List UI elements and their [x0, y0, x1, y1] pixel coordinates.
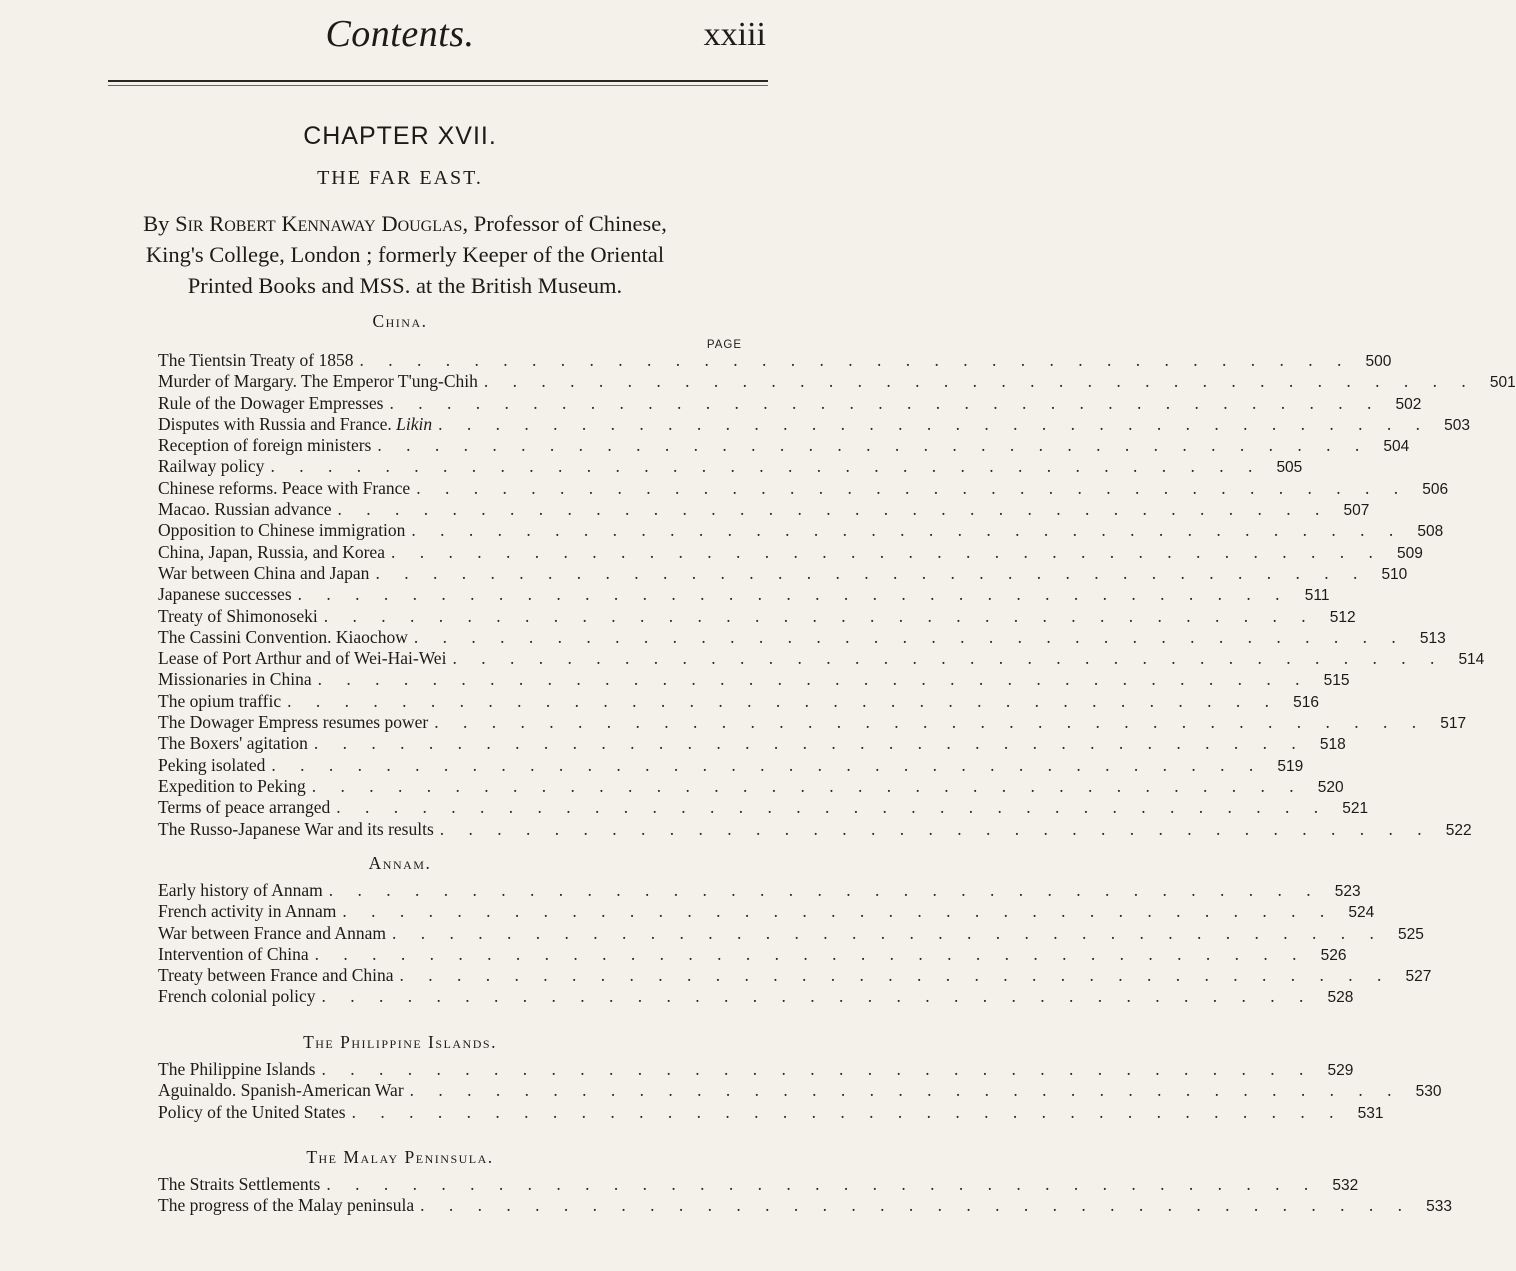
entry-title-text: Lease of Port Arthur and of Wei-Hai-Wei	[158, 648, 447, 669]
page-column-label: PAGE	[706, 339, 742, 351]
contents-entry	[158, 562, 1408, 584]
entry-title-text: The Straits Settlements	[158, 1174, 321, 1194]
contents-entry	[158, 413, 1471, 435]
entry-title	[158, 1080, 404, 1101]
entry-page-number: 509	[1396, 544, 1423, 562]
running-title: Contents.	[325, 13, 475, 55]
contents-entry	[158, 541, 1423, 563]
page-folio: xxiii	[703, 16, 766, 53]
entry-page-number: 504	[1383, 438, 1410, 456]
entry-page-number: 516	[1293, 693, 1319, 711]
dot-leader: . . . . . . . . . . . . . . . . . . . . . . . . . . . . . . . . . . .	[311, 775, 1304, 796]
entry-page-number: 514	[1458, 651, 1485, 669]
dot-leader: . . . . . . . . . . . . . . . . . . . . . . . . . . . . . . . . . . .	[420, 1195, 1412, 1216]
section-heading-annam: Annam.	[368, 853, 432, 873]
entry-page-number: 532	[1332, 1177, 1359, 1194]
entry-page-number: 527	[1405, 968, 1432, 986]
contents-entry	[158, 584, 1330, 605]
contents-list-annam	[158, 880, 1432, 1008]
entry-title-text: Expedition to Peking	[158, 775, 306, 796]
dot-leader: . . . . . . . . . . . . . . . . . . . . . . . . . . . . . . . . . . .	[287, 690, 1279, 711]
contents-list-philippines	[158, 1059, 1442, 1123]
entry-page-number: 507	[1343, 502, 1370, 520]
entry-title	[158, 733, 308, 754]
entry-page-number: 520	[1317, 778, 1344, 796]
entry-title-text: The Russo-Japanese War and its results	[158, 818, 434, 839]
contents-entry	[158, 477, 1449, 499]
entry-title	[158, 542, 385, 563]
entry-title	[158, 944, 309, 965]
entry-page-number: 523	[1334, 883, 1361, 900]
dot-leader: . . . . . . . . . . . . . . . . . . . . . . . . . . . . . . . . . . .	[317, 669, 1310, 690]
entry-title-text: The Cassini Convention. Kiaochow	[158, 626, 408, 647]
dot-leader: . . . . . . . . . . . . . . . . . . . . . . . . . . . . . . . . . . .	[452, 648, 1445, 669]
entry-page-number: 510	[1381, 565, 1408, 583]
entry-title-text: China, Japan, Russia, and Korea	[158, 541, 385, 562]
entry-title-text: The Philippine Islands	[158, 1059, 316, 1079]
entry-title-text: Treaty between France and China	[158, 965, 394, 986]
entry-title-text: Opposition to Chinese immigration	[158, 520, 406, 541]
entry-title	[158, 1174, 320, 1195]
entry-title	[158, 923, 386, 944]
dot-leader: . . . . . . . . . . . . . . . . . . . . . . . . . . . . . . . . . . .	[336, 797, 1329, 818]
contents-entry	[158, 880, 1361, 901]
dot-leader: . . . . . . . . . . . . . . . . . . . . . . . . . . . . . . . . . . .	[409, 1080, 1402, 1101]
entry-title	[158, 606, 318, 627]
entry-title-italic: Likin	[396, 413, 433, 434]
dot-leader: . . . . . . . . . . . . . . . . . . . . . . . . . . . . . . . . . . .	[389, 392, 1382, 413]
entry-page-number: 519	[1277, 757, 1304, 775]
contents-entry	[158, 456, 1303, 477]
entry-title	[158, 1102, 346, 1123]
entry-title	[158, 1059, 315, 1080]
contents-entry	[158, 818, 1472, 840]
entry-title	[158, 350, 353, 371]
entry-title	[158, 901, 336, 922]
entry-title	[158, 1195, 414, 1216]
entry-page-number: 505	[1276, 459, 1303, 477]
dot-leader: . . . . . . . . . . . . . . . . . . . . . . . . . . . . . . . . . . .	[391, 922, 1384, 943]
entry-page-number: 506	[1422, 480, 1449, 498]
entry-title-text: Macao. Russian advance	[158, 499, 332, 520]
entry-page-number: 528	[1327, 989, 1354, 1007]
dot-leader: . . . . . . . . . . . . . . . . . . . . . . . . . . . . . . . . . . .	[438, 413, 1431, 434]
contents-entry	[158, 965, 1432, 986]
entry-page-number: 515	[1323, 672, 1350, 690]
dot-leader: . . . . . . . . . . . . . . . . . . . . . . . . . . . . . . . . . . .	[271, 754, 1264, 775]
contents-entry	[158, 499, 1370, 520]
contents-entry	[158, 943, 1347, 965]
contents-entry	[158, 1059, 1354, 1080]
dot-leader: . . . . . . . . . . . . . . . . . . . . . . . . . . . . . . . . . . .	[377, 435, 1370, 456]
entry-title	[158, 563, 369, 584]
contents-entry	[158, 605, 1356, 627]
entry-title-text: Japanese successes	[158, 584, 292, 605]
entry-title	[158, 414, 432, 435]
entry-page-number: 517	[1440, 715, 1467, 733]
entry-title	[158, 712, 428, 733]
running-head	[0, 6, 800, 76]
contents-entry	[158, 775, 1344, 797]
section-heading-china: China.	[372, 311, 428, 331]
author-credit	[60, 208, 750, 301]
section-heading-philippines: The Philippine Islands.	[303, 1032, 497, 1052]
entry-title-text: Reception of foreign ministers	[158, 435, 372, 456]
entry-title-text: The opium traffic	[158, 690, 282, 711]
entry-page-number: 502	[1395, 395, 1422, 413]
entry-title-text: War between China and Japan	[158, 562, 370, 583]
entry-page-number: 531	[1357, 1104, 1384, 1122]
entry-title-text: Missionaries in China	[158, 669, 312, 690]
dot-leader: . . . . . . . . . . . . . . . . . . . . . . . . . . . . . . . . . . .	[270, 456, 1263, 477]
contents-entry	[158, 1174, 1359, 1195]
header-rule-thin	[108, 85, 768, 86]
entry-page-number: 533	[1426, 1198, 1452, 1216]
section-heading-malay: The Malay Peninsula.	[306, 1147, 494, 1167]
entry-title-text: The Dowager Empress resumes power	[158, 712, 429, 733]
dot-leader: . . . . . . . . . . . . . . . . . . . . . . . . . . . . . . . . . . .	[313, 733, 1306, 754]
entry-page-number: 529	[1327, 1062, 1354, 1079]
dot-leader: . . . . . . . . . . . . . . . . . . . . . . . . . . . . . . . . . . .	[359, 350, 1352, 370]
author-name: Sir Robert Kennaway Douglas	[175, 211, 463, 236]
entry-page-number: 518	[1319, 736, 1346, 754]
dot-leader: . . . . . . . . . . . . . . . . . . . . . . . . . . . . . . . . . . .	[337, 499, 1330, 520]
entry-title-text: Policy of the United States	[158, 1101, 346, 1122]
dot-leader: . . . . . . . . . . . . . . . . . . . . . . . . . . . . . . . . . . .	[375, 562, 1368, 583]
entry-page-number: 530	[1415, 1083, 1442, 1101]
entry-title	[158, 584, 292, 605]
entry-title	[158, 456, 264, 477]
contents-entry	[158, 520, 1444, 541]
entry-title	[158, 965, 394, 986]
entry-title-text: Railway policy	[158, 456, 265, 477]
dot-leader: . . . . . . . . . . . . . . . . . . . . . . . . . . . . . . . . . . .	[297, 584, 1290, 605]
entry-title-text: Intervention of China	[158, 943, 309, 964]
entry-title-text: Early history of Annam	[158, 880, 323, 900]
contents-entry	[158, 626, 1446, 648]
entry-title	[158, 819, 434, 840]
contents-entry	[158, 797, 1369, 818]
header-rule	[108, 80, 768, 82]
entry-title-text: Terms of peace arranged	[158, 797, 331, 818]
author-line-2: King's College, London ; formerly Keeper of the Oriental	[145, 242, 665, 267]
contents-entry	[158, 350, 1392, 371]
contents-entry	[158, 901, 1375, 922]
contents-entry	[158, 392, 1422, 414]
dot-leader: . . . . . . . . . . . . . . . . . . . . . . . . . . . . . . . . . . .	[323, 605, 1316, 626]
author-rest: , Professor of Chinese,	[462, 211, 667, 236]
contents-entry	[158, 1080, 1442, 1101]
entry-title-text: French colonial policy	[158, 986, 316, 1007]
entry-title-text: The Tientsin Treaty of 1858	[158, 350, 354, 370]
entry-title-text: War between France and Annam	[158, 922, 386, 943]
entry-title	[158, 499, 331, 520]
entry-title-text: Murder of Margary. The Emperor T'ung-Chih	[158, 371, 478, 392]
dot-leader: . . . . . . . . . . . . . . . . . . . . . . . . . . . . . . . . . . .	[326, 1174, 1319, 1194]
author-line-3: Printed Books and MSS. at the British Museum.	[187, 273, 623, 298]
entry-title-text: Disputes with Russia and France.	[158, 413, 392, 434]
entry-title	[158, 435, 371, 456]
entry-page-number: 500	[1365, 353, 1392, 370]
entry-title	[158, 393, 384, 414]
entry-page-number: 524	[1348, 904, 1375, 922]
entry-page-number: 503	[1444, 416, 1471, 434]
entry-title	[158, 797, 330, 818]
dot-leader: . . . . . . . . . . . . . . . . . . . . . . . . . . . . . . . . . . .	[351, 1101, 1344, 1122]
entry-page-number: 525	[1397, 925, 1424, 943]
contents-entry	[158, 712, 1467, 733]
entry-title	[158, 880, 323, 901]
contents-entry	[158, 669, 1350, 690]
dot-leader: . . . . . . . . . . . . . . . . . . . . . . . . . . . . . . . . . . .	[390, 541, 1383, 562]
dot-leader: . . . . . . . . . . . . . . . . . . . . . . . . . . . . . . . . . . .	[399, 965, 1392, 986]
author-prefix: By	[143, 211, 176, 236]
entry-title	[158, 986, 315, 1007]
entry-page-number: 521	[1342, 800, 1369, 818]
contents-list-malay	[158, 1174, 1452, 1217]
entry-page-number: 512	[1329, 608, 1356, 626]
dot-leader: . . . . . . . . . . . . . . . . . . . . . . . . . . . . . . . . . . .	[321, 986, 1314, 1007]
entry-title	[158, 669, 312, 690]
entry-title-text: The progress of the Malay peninsula	[158, 1195, 415, 1216]
entry-page-number: 508	[1417, 523, 1444, 541]
entry-title-text: Aguinaldo. Spanish-American War	[158, 1080, 404, 1101]
contents-entry	[158, 435, 1410, 456]
entry-title-text: The Boxers' agitation	[158, 733, 308, 754]
entry-title-text: Rule of the Dowager Empresses	[158, 392, 384, 413]
entry-page-number: 501	[1489, 374, 1516, 392]
dot-leader: . . . . . . . . . . . . . . . . . . . . . . . . . . . . . . . . . . .	[483, 371, 1476, 392]
entry-title	[158, 755, 265, 776]
dot-leader: . . . . . . . . . . . . . . . . . . . . . . . . . . . . . . . . . . .	[314, 943, 1307, 964]
entry-title-text: French activity in Annam	[158, 901, 337, 922]
dot-leader: . . . . . . . . . . . . . . . . . . . . . . . . . . . . . . . . . . .	[342, 901, 1335, 922]
entry-page-number: 526	[1320, 946, 1347, 964]
contents-list-china	[158, 350, 1516, 840]
dot-leader: . . . . . . . . . . . . . . . . . . . . . . . . . . . . . . . . . . .	[439, 818, 1432, 839]
dot-leader: . . . . . . . . . . . . . . . . . . . . . . . . . . . . . . . . . . .	[411, 520, 1404, 541]
contents-entry	[158, 690, 1319, 712]
contents-entry	[158, 1195, 1452, 1216]
entry-title	[158, 691, 281, 712]
entry-title	[158, 648, 446, 669]
contents-entry	[158, 754, 1304, 776]
entry-page-number: 513	[1419, 629, 1446, 647]
entry-title-text: Treaty of Shimonoseki	[158, 605, 318, 626]
dot-leader: . . . . . . . . . . . . . . . . . . . . . . . . . . . . . . . . . . .	[434, 712, 1427, 733]
entry-title	[158, 478, 410, 499]
contents-entry	[158, 733, 1346, 754]
entry-page-number: 522	[1445, 821, 1472, 839]
entry-title-text: Peking isolated	[158, 754, 266, 775]
entry-title	[158, 520, 405, 541]
entry-page-number: 511	[1304, 587, 1330, 605]
dot-leader: . . . . . . . . . . . . . . . . . . . . . . . . . . . . . . . . . . .	[413, 626, 1406, 647]
contents-entry	[158, 922, 1424, 944]
entry-title	[158, 776, 306, 797]
entry-title	[158, 627, 408, 648]
chapter-number: CHAPTER XVII.	[303, 122, 497, 150]
contents-entry	[158, 1101, 1384, 1123]
dot-leader: . . . . . . . . . . . . . . . . . . . . . . . . . . . . . . . . . . .	[328, 880, 1321, 900]
chapter-subject: THE FAR EAST.	[317, 167, 483, 189]
dot-leader: . . . . . . . . . . . . . . . . . . . . . . . . . . . . . . . . . . .	[321, 1059, 1314, 1079]
contents-entry	[158, 371, 1516, 392]
entry-title	[158, 371, 478, 392]
entry-title-text: Chinese reforms. Peace with France	[158, 477, 411, 498]
dot-leader: . . . . . . . . . . . . . . . . . . . . . . . . . . . . . . . . . . .	[416, 477, 1409, 498]
contents-entry	[158, 986, 1354, 1007]
contents-entry	[158, 648, 1485, 669]
